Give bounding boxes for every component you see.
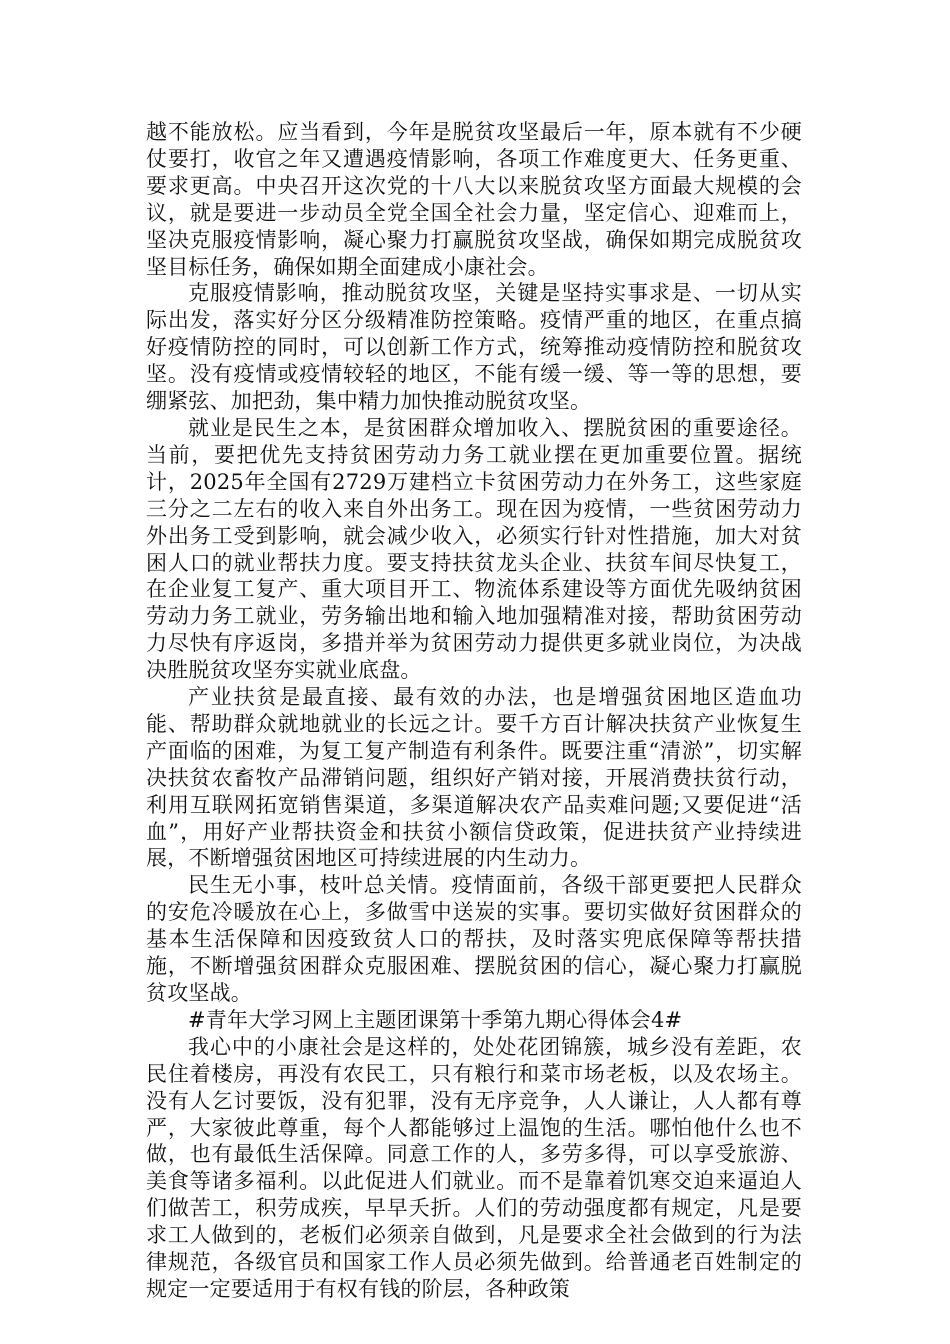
paragraph-employment: 就业是民生之本，是贫困群众增加收入、摆脱贫困的重要途径。当前，要把优先支持贫困劳动力务工就业摆在更加重要位置。据统计，2025年全国有2729万建档立卡贫困劳动力在外务工，这些家庭三分之二左右的收入来自外出务工。现在因为疫情，一些贫困劳动力外出务工受到影响，就会减少收入，必须实行针对性措施，加大对贫困人口的就业帮扶力度。要支持扶贫龙头企业、扶贫车间尽快复工，在企业复工复产、重大项目开工、物流体系建设等方面优先吸纳贫困劳动力务工就业，劳务输出地和输入地加强精准对接，帮助贫困劳动力尽快有序返岗，多措并举为贫困劳动力提供更多就业岗位，为决战决胜脱贫攻坚夯实就业底盘。 [146,415,802,683]
section-heading: #青年大学习网上主题团课第十季第九期心得体会4# [188,1007,683,1032]
document-page [146,119,802,1303]
paragraph-industry-poverty-relief: 产业扶贫是最直接、最有效的办法，也是增强贫困地区造血功能、帮助群众就地就业的长远之计。要千方百计解决扶贫产业恢复生产面临的困难，为复工复产制造有利条件。既要注重“清淤”，切实解决扶贫农畜牧产品滞销问题，组织好产销对接，开展消费扶贫行动，利用互联网拓宽销售渠道，多渠道解决农产品卖难问题;又要促进“活血”，用好产业帮扶资金和扶贫小额信贷政策，促进扶贫产业持续进展，不断增强贫困地区可持续进展的内生动力。 [146,685,802,871]
paragraph-overcome-epidemic: 克服疫情影响，推动脱贫攻坚，关键是坚持实事求是、一切从实际出发，落实好分区分级精准防控策略。疫情严重的地区，在重点搞好疫情防控的同时，可以创新工作方式，统筹推动疫情防控和脱贫攻坚。没有疫情或疫情较轻的地区，不能有缓一缓、等一等的思想，要绷紧弦、加把劲，集中精力加快推动脱贫攻坚。 [146,281,802,414]
paragraph-continued: 越不能放松。应当看到，今年是脱贫攻坚最后一年，原本就有不少硬仗要打，收官之年又遭遇疫情影响，各项工作难度更大、任务更重、要求更高。中央召开这次党的十八大以来脱贫攻坚方面最大规模的会议，就是要进一步动员全党全国全社会力量，坚定信心、迎难而上，坚决克服疫情影响，凝心聚力打赢脱贫攻坚战，确保如期完成脱贫攻坚目标任务，确保如期全面建成小康社会。 [146,120,802,279]
paragraph-livelihood: 民生无小事，枝叶总关情。疫情面前，各级干部更要把人民群众的安危冷暖放在心上，多做雪中送炭的实事。要切实做好贫困群众的基本生活保障和因疫致贫人口的帮扶，及时落实兜底保障等帮扶措施，不断增强贫困群众克服困难、摆脱贫困的信心，凝心聚力打赢脱贫攻坚战。 [146,873,802,1005]
paragraph-xiaokang-society: 我心中的小康社会是这样的，处处花团锦簇，城乡没有差距，农民住着楼房，再没有农民工，只有粮行和菜市场老板，以及农场主。没有人乞讨要饭，没有犯罪，没有无序竞争，人人谦让，人人都有尊严，大家彼此尊重，每个人都能够过上温饱的生活。哪怕他什么也不做，也有最低生活保障。同意工作的人，多劳多得，可以享受旅游、美食等诸多福利。以此促进人们就业。而不是靠着饥寒交迫来逼迫人们做苦工，积劳成疾，早早夭折。人们的劳动强度都有规定，凡是要求工人做到的，老板们必须亲自做到，凡是要求全社会做到的行为法律规范，各级官员和国家工作人员必须先做到。给普通老百姓制定的规定一定要适用于有权有钱的阶层，各种政策 [146,1034,802,1301]
